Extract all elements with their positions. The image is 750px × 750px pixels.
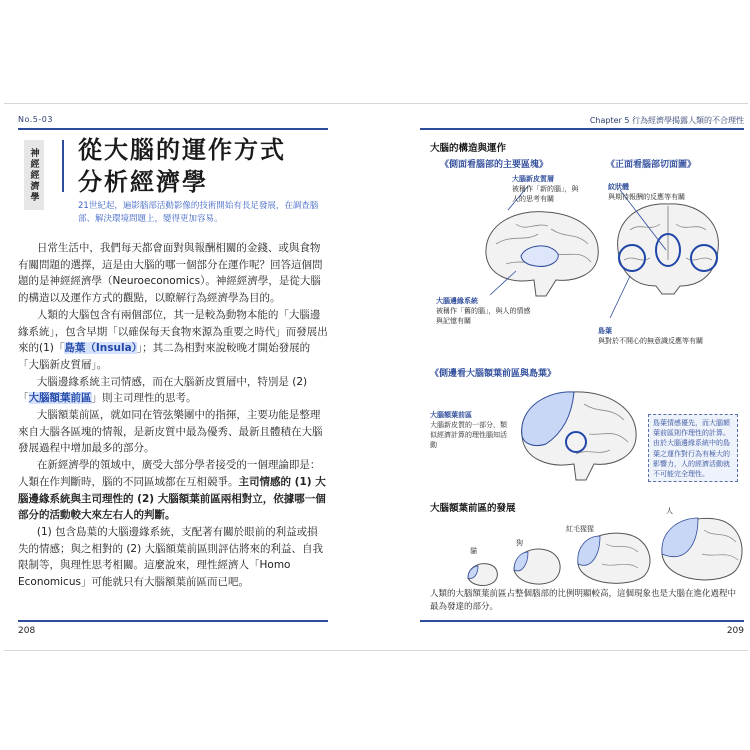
note-new-cortex: 大腦新皮質層 被稱作「新的腦」，與人的思考有關 xyxy=(512,175,579,203)
chapter-header: Chapter 5 行為經濟學揭露人類的不合理性 xyxy=(589,116,744,125)
bold-statement: 主司情感的 (1) 大腦邊緣系統與主司理性的 (2) 大腦額葉前區兩相對立，依據哪一個部分的活動較大來左右人的判斷。 xyxy=(18,475,326,522)
topic-tab: 神經經濟學 xyxy=(24,140,44,210)
page-title xyxy=(78,134,286,198)
label-dog: 狗 xyxy=(516,539,523,547)
pointer-line xyxy=(606,274,636,324)
brain-evolution-illustration xyxy=(466,514,746,594)
explanation-box: 島葉情感優先，而大腦額葉前區則作理性的計算。由於大腦邊緣系統中的島葉之運作對行為有極大的影響力，人的經濟活動就不可能完全理性。 xyxy=(648,414,738,482)
cat-brain xyxy=(468,564,497,586)
subtitle-pfc-insula: 《側邊看大腦額葉前區與島葉》 xyxy=(430,369,557,379)
subtitle-front-view: 《正面看腦部切面圖》 xyxy=(606,160,697,170)
paragraph: 在新經濟學的領域中，廣受大部分學者接受的一個理論即是：人類在作判斷時，腦的不同區域都在互相競爭。主司情感的 (1) 大腦邊緣系統與主司理性的 (2) 大腦額葉前區兩相對立，依據哪一個部分的活動較大來左右人的判斷。 xyxy=(18,459,326,522)
label-cat: 貓 xyxy=(470,547,477,555)
note-limbic: 大腦邊緣系統 被稱作「舊的腦」，與人的情感與記憶有關 xyxy=(436,297,531,325)
left-page xyxy=(4,104,334,650)
page-number: 208 xyxy=(18,626,36,636)
paragraph: 日常生活中，我們每天都會面對與報酬相關的金錢、或與食物有關問題的選擇，這是由大腦的哪一個部分在運作呢？回答這個問題的是神經經濟學（Neuroeconomics）。神經經濟學，是從大腦的構造以及運作方式的觀點，以瞭解行為經濟學為目的。 xyxy=(18,242,323,305)
bottom-rule xyxy=(420,620,744,622)
dog-brain xyxy=(514,549,560,584)
section-title-structure: 大腦的構造與運作 xyxy=(430,143,507,154)
paragraph: 大腦邊緣系統主司情感，而在大腦新皮質層中，特別是 (2)「大腦額葉前區」則主司理性的思考。 xyxy=(18,375,308,405)
paragraph: 大腦額葉前區，就如同在管弦樂團中的指揮，主要功能是整理來自大腦各區塊的情報，是新皮質中最為優秀、最新且體積在大腦發展過程中增加最多的部分。 xyxy=(18,409,323,455)
note-striatum: 紋狀體 與期待報酬的反應等有關 xyxy=(608,183,685,201)
title-bar xyxy=(62,140,64,192)
note-pfc: 大腦額葉前區 大腦新皮質的一部分，類似經濟計算的理性腦知活動 xyxy=(430,411,507,449)
highlight-insula: 島葉（Insula） xyxy=(64,342,137,355)
top-rule xyxy=(18,128,328,130)
highlight-pfc: 大腦額葉前區 xyxy=(28,392,92,405)
figure-caption: 人類的大腦額葉前區占整個腦部的比例明顯較高，這個現象也是大腦在進化過程中最為發達的部分。 xyxy=(430,589,737,612)
paragraph: 人類的大腦包含有兩個部位，其一是較為動物本能的「大腦邊緣系統」，包含早期「以確保每天食物來源為重要之時代」而發展出來的(1)「島葉（Insula）」；其二為相對來說較晚才開始發展的「大腦新皮質層」。 xyxy=(18,308,328,371)
top-rule xyxy=(420,128,744,130)
human-brain xyxy=(662,518,742,580)
bottom-rule xyxy=(18,620,328,622)
paragraph: (1) 包含島葉的大腦邊緣系統，支配著有關於眼前的利益或損失的情感；與之相對的 (2) 大腦額葉前區則評估將來的利益、自我限制等，與理性思考相關。這麼說來，理性經濟人「Homo Economicus」可能就只有大腦額葉前區而已吧。 xyxy=(18,525,324,589)
body-text xyxy=(18,240,328,591)
gutter xyxy=(334,104,416,650)
title-line-1: 從大腦的運作方式 xyxy=(78,136,286,164)
subtitle-side-view: 《側面看腦部的主要區塊》 xyxy=(440,160,549,170)
book-spread xyxy=(4,103,748,651)
lead-text: 21世紀起，遍影腦部活動影像的技術開始有長足發展，在調查腦部、解決環境問題上，變得更加容易。 xyxy=(78,201,319,224)
pointer-line xyxy=(486,269,526,299)
note-insula: 島葉 與對於不開心的無意識反應等有關 xyxy=(598,327,703,345)
label-human: 人 xyxy=(666,507,673,515)
brain-lateral-illustration xyxy=(514,384,644,484)
page-number: 209 xyxy=(726,626,744,636)
label-orangutan: 紅毛猩猩 xyxy=(566,525,594,533)
right-page xyxy=(416,104,748,650)
title-line-2: 分析經濟學 xyxy=(78,168,208,196)
section-number: No.5-03 xyxy=(18,115,53,124)
section-title-development: 大腦額葉前區的發展 xyxy=(430,503,516,514)
orangutan-brain xyxy=(578,533,650,583)
